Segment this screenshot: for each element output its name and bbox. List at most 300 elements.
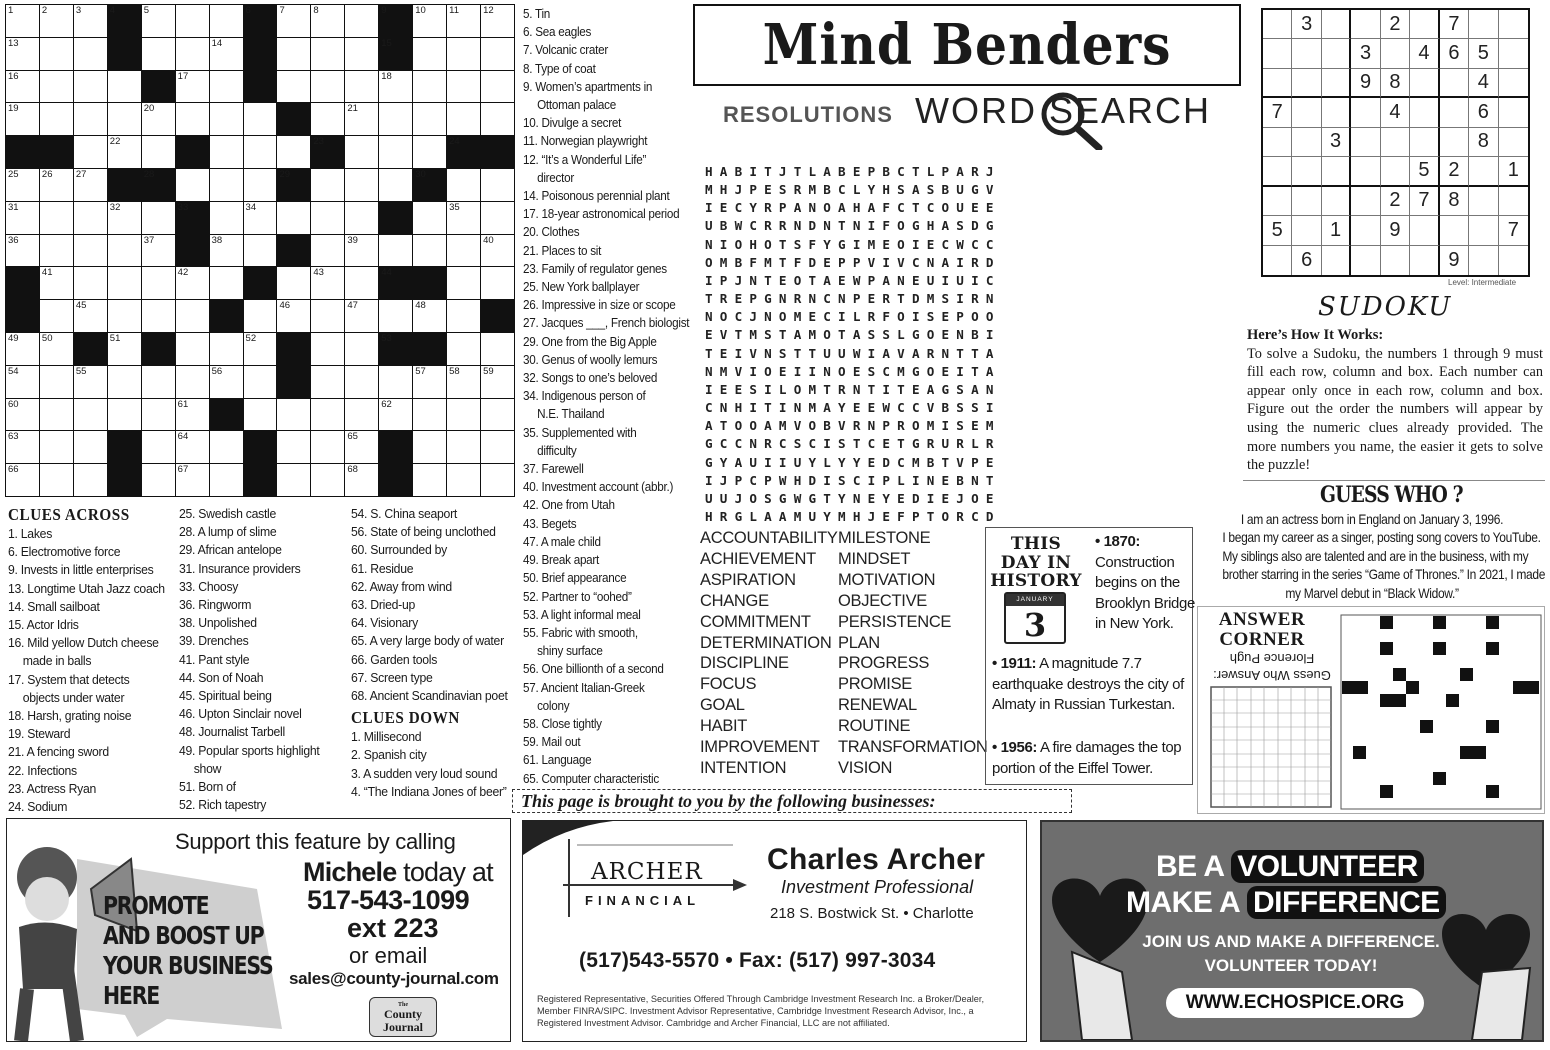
crossword-cell[interactable]: [40, 38, 73, 70]
headline-2: [1126, 886, 1446, 920]
crossword-cell[interactable]: [108, 103, 141, 135]
crossword-cell[interactable]: [244, 366, 277, 398]
crossword-cell[interactable]: [142, 366, 175, 398]
crossword-cell[interactable]: [6, 464, 39, 496]
sudoku-cell[interactable]: 8: [1381, 69, 1410, 98]
sudoku-cell[interactable]: 1: [1322, 216, 1351, 245]
archer-financial-ad[interactable]: [522, 820, 1027, 1042]
crossword-cell[interactable]: [345, 235, 378, 267]
crossword-cell[interactable]: [74, 366, 107, 398]
crossword-cell[interactable]: [244, 235, 277, 267]
crossword-cell[interactable]: [311, 38, 344, 70]
crossword-cell[interactable]: [40, 464, 73, 496]
crossword-cell[interactable]: [277, 5, 310, 37]
sudoku-cell[interactable]: [1499, 10, 1528, 39]
crossword-cell[interactable]: [6, 235, 39, 267]
crossword-cell[interactable]: [447, 399, 480, 431]
logo-word-2: FINANCIAL: [585, 893, 701, 908]
crossword-cell[interactable]: [413, 5, 446, 37]
crossword-cell[interactable]: [74, 103, 107, 135]
crossword-cell[interactable]: [413, 71, 446, 103]
crossword-cell[interactable]: [447, 235, 480, 267]
sudoku-cell[interactable]: [1322, 187, 1351, 216]
advisor-phone[interactable]: (517)543-5570 • Fax: (517) 997-3034: [579, 949, 936, 972]
history-text: A magnitude 7.7 earthquake destroys the city of Almaty in Russian Turkestan.: [992, 655, 1184, 714]
crossword-cell[interactable]: [379, 71, 412, 103]
crossword-cell[interactable]: [74, 71, 107, 103]
crossword-cell[interactable]: [481, 202, 514, 234]
crossword-cell[interactable]: [277, 464, 310, 496]
crossword-cell[interactable]: [345, 136, 378, 168]
crossword-cell[interactable]: [142, 267, 175, 299]
crossword-cell[interactable]: [345, 267, 378, 299]
sudoku-cell[interactable]: [1499, 187, 1528, 216]
clue-list: [8, 525, 165, 816]
sudoku-cell[interactable]: [1263, 128, 1292, 157]
crossword-cell[interactable]: [210, 38, 243, 70]
crossword-cell[interactable]: [40, 169, 73, 201]
crossword-cell[interactable]: [345, 71, 378, 103]
sudoku-cell[interactable]: 7: [1410, 187, 1439, 216]
crossword-cell[interactable]: [108, 333, 141, 365]
crossword-cell[interactable]: [210, 267, 243, 299]
crossword-cell[interactable]: [176, 103, 209, 135]
crossword-cell[interactable]: [379, 169, 412, 201]
sudoku-cell[interactable]: 9: [1381, 216, 1410, 245]
sudoku-cell[interactable]: 4: [1381, 98, 1410, 127]
crossword-cell[interactable]: [413, 300, 446, 332]
sudoku-cell[interactable]: 9: [1440, 246, 1469, 275]
clue-number: 39: [347, 234, 358, 246]
crossword-cell[interactable]: [108, 399, 141, 431]
crossword-cell[interactable]: [142, 235, 175, 267]
crossword-cell[interactable]: [142, 431, 175, 463]
crossword-cell[interactable]: [277, 71, 310, 103]
sudoku-cell[interactable]: 4: [1410, 39, 1439, 68]
sudoku-cell[interactable]: [1351, 10, 1380, 39]
crossword-cell[interactable]: [6, 103, 39, 135]
crossword-cell[interactable]: [108, 235, 141, 267]
crossword-cell[interactable]: [108, 300, 141, 332]
crossword-cell[interactable]: [176, 333, 209, 365]
sudoku-cell[interactable]: [1351, 128, 1380, 157]
crossword-cell[interactable]: [345, 38, 378, 70]
crossword-cell[interactable]: [311, 235, 344, 267]
crossword-cell[interactable]: [277, 267, 310, 299]
sudoku-cell[interactable]: 5: [1263, 216, 1292, 245]
crossword-cell[interactable]: [413, 38, 446, 70]
crossword-cell[interactable]: [311, 399, 344, 431]
crossword-cell[interactable]: [481, 103, 514, 135]
crossword-cell[interactable]: [447, 431, 480, 463]
crossword-block: [6, 267, 39, 299]
sudoku-cell[interactable]: [1469, 187, 1498, 216]
crossword-cell[interactable]: [74, 267, 107, 299]
clue: 8. Type of coat: [523, 60, 596, 76]
crossword-cell[interactable]: [379, 235, 412, 267]
crossword-cell[interactable]: [210, 333, 243, 365]
sudoku-cell[interactable]: [1381, 246, 1410, 275]
sudoku-cell[interactable]: [1322, 39, 1351, 68]
sudoku-cell[interactable]: [1322, 98, 1351, 127]
crossword-cell[interactable]: [210, 169, 243, 201]
crossword-cell[interactable]: [74, 431, 107, 463]
sudoku-cell[interactable]: [1292, 39, 1321, 68]
sudoku-cell[interactable]: [1351, 187, 1380, 216]
crossword-cell[interactable]: [413, 136, 446, 168]
crossword-cell[interactable]: [40, 103, 73, 135]
crossword-cell[interactable]: [74, 399, 107, 431]
sudoku-cell[interactable]: [1469, 157, 1498, 186]
crossword-cell[interactable]: [108, 136, 141, 168]
crossword-block: [244, 38, 277, 70]
clue-number: 29: [279, 168, 291, 180]
crossword-cell[interactable]: [277, 399, 310, 431]
crossword-block: [244, 71, 277, 103]
crossword-cell[interactable]: [447, 300, 480, 332]
crossword-cell[interactable]: [447, 464, 480, 496]
sudoku-cell[interactable]: 2: [1381, 10, 1410, 39]
crossword-cell[interactable]: [447, 267, 480, 299]
crossword-cell[interactable]: [447, 333, 480, 365]
sudoku-cell[interactable]: [1263, 69, 1292, 98]
crossword-cell[interactable]: [40, 333, 73, 365]
journal-ad[interactable]: [6, 818, 511, 1042]
crossword-cell[interactable]: [176, 399, 209, 431]
crossword-cell[interactable]: [481, 169, 514, 201]
crossword-cell[interactable]: [6, 5, 39, 37]
crossword-cell[interactable]: [40, 5, 73, 37]
crossword-cell[interactable]: [74, 169, 107, 201]
crossword-cell[interactable]: [108, 202, 141, 234]
crossword-cell[interactable]: [447, 169, 480, 201]
sudoku-cell[interactable]: 1: [1499, 157, 1528, 186]
sudoku-cell[interactable]: [1263, 10, 1292, 39]
crossword-cell[interactable]: [345, 366, 378, 398]
crossword-cell[interactable]: [244, 399, 277, 431]
crossword-cell[interactable]: [142, 399, 175, 431]
crossword-cell[interactable]: [481, 399, 514, 431]
crossword-cell[interactable]: [176, 5, 209, 37]
crossword-cell[interactable]: [311, 202, 344, 234]
sudoku-cell[interactable]: [1469, 246, 1498, 275]
crossword-cell[interactable]: [481, 267, 514, 299]
crossword-cell[interactable]: [311, 300, 344, 332]
crossword-cell[interactable]: [210, 71, 243, 103]
sudoku-cell[interactable]: 8: [1440, 187, 1469, 216]
crossword-cell[interactable]: [210, 235, 243, 267]
sudoku-cell[interactable]: [1440, 216, 1469, 245]
crossword-cell[interactable]: [311, 333, 344, 365]
sudoku-cell[interactable]: 7: [1263, 98, 1292, 127]
crossword-cell[interactable]: [447, 71, 480, 103]
crossword-cell[interactable]: [379, 300, 412, 332]
crossword-cell[interactable]: [142, 38, 175, 70]
crossword-cell[interactable]: [345, 431, 378, 463]
crossword-block: [277, 366, 310, 398]
sudoku-cell[interactable]: [1351, 216, 1380, 245]
crossword-cell[interactable]: [413, 235, 446, 267]
clue-number: 15: [381, 37, 392, 49]
ad-phone[interactable]: 517-543-1099: [307, 885, 470, 915]
crossword-cell[interactable]: [345, 5, 378, 37]
crossword-cell[interactable]: [210, 202, 243, 234]
clue: 43. Begets: [523, 515, 577, 531]
crossword-cell[interactable]: [40, 71, 73, 103]
sudoku-cell[interactable]: [1292, 157, 1321, 186]
crossword-cell[interactable]: [40, 399, 73, 431]
crossword-cell[interactable]: [447, 202, 480, 234]
crossword-cell[interactable]: [210, 103, 243, 135]
crossword-cell[interactable]: [379, 136, 412, 168]
crossword-cell[interactable]: [210, 366, 243, 398]
ad-email[interactable]: sales@county-journal.com: [289, 969, 499, 988]
sudoku-cell[interactable]: 9: [1351, 69, 1380, 98]
crossword-cell[interactable]: [6, 71, 39, 103]
crossword-cell[interactable]: [74, 300, 107, 332]
sudoku-cell[interactable]: [1292, 187, 1321, 216]
crossword-cell[interactable]: [74, 38, 107, 70]
crossword-cell[interactable]: [6, 333, 39, 365]
sudoku-cell[interactable]: [1440, 128, 1469, 157]
word-list-item: IMPROVEMENT: [700, 738, 820, 757]
crossword-cell[interactable]: [74, 464, 107, 496]
crossword-cell[interactable]: [40, 267, 73, 299]
crossword-cell[interactable]: [413, 103, 446, 135]
crossword-cell[interactable]: [244, 169, 277, 201]
crossword-cell[interactable]: [481, 71, 514, 103]
crossword-cell[interactable]: [176, 366, 209, 398]
clue: 65. A very large body of water: [351, 633, 504, 649]
sudoku-cell[interactable]: 8: [1469, 128, 1498, 157]
sudoku-cell[interactable]: 5: [1469, 39, 1498, 68]
sudoku-cell[interactable]: [1322, 10, 1351, 39]
sudoku-cell[interactable]: [1292, 98, 1321, 127]
crossword-cell[interactable]: [74, 136, 107, 168]
crossword-cell[interactable]: [244, 300, 277, 332]
sudoku-cell[interactable]: [1469, 10, 1498, 39]
crossword-cell[interactable]: [6, 38, 39, 70]
crossword-cell[interactable]: [413, 464, 446, 496]
crossword-cell[interactable]: [345, 333, 378, 365]
crossword-cell[interactable]: [6, 431, 39, 463]
sudoku-cell[interactable]: [1322, 69, 1351, 98]
sudoku-cell[interactable]: [1322, 246, 1351, 275]
crossword-block: [244, 5, 277, 37]
clue-list: [351, 505, 508, 705]
crossword-cell[interactable]: [40, 431, 73, 463]
clue: 29. One from the Big Apple: [523, 333, 657, 349]
crossword-cell[interactable]: [108, 267, 141, 299]
crossword-cell[interactable]: [40, 300, 73, 332]
sudoku-cell[interactable]: 7: [1440, 10, 1469, 39]
sudoku-cell[interactable]: [1410, 216, 1439, 245]
sudoku-cell[interactable]: [1381, 39, 1410, 68]
crossword-cell[interactable]: [244, 136, 277, 168]
sudoku-cell[interactable]: 3: [1292, 10, 1321, 39]
sudoku-cell[interactable]: [1499, 39, 1528, 68]
crossword-cell[interactable]: [345, 300, 378, 332]
crossword-cell[interactable]: [176, 267, 209, 299]
crossword-cell[interactable]: [379, 399, 412, 431]
sudoku-cell[interactable]: [1440, 98, 1469, 127]
crossword-cell[interactable]: [142, 103, 175, 135]
clue: 38. Unpolished: [179, 615, 257, 631]
crossword-cell[interactable]: [481, 464, 514, 496]
sudoku-cell[interactable]: 3: [1351, 39, 1380, 68]
sudoku-cell[interactable]: [1292, 128, 1321, 157]
crossword-cell[interactable]: [6, 169, 39, 201]
crossword-cell[interactable]: [345, 399, 378, 431]
sudoku-cell[interactable]: [1263, 157, 1292, 186]
sudoku-cell[interactable]: [1322, 157, 1351, 186]
clue-number: 31: [8, 201, 19, 213]
crossword-cell[interactable]: [176, 38, 209, 70]
sudoku-cell[interactable]: [1410, 10, 1439, 39]
crossword-cell[interactable]: [277, 431, 310, 463]
sudoku-cell[interactable]: [1263, 246, 1292, 275]
crossword-cell[interactable]: [277, 38, 310, 70]
crossword-cell[interactable]: [176, 71, 209, 103]
crossword-cell[interactable]: [40, 366, 73, 398]
sudoku-cell[interactable]: [1351, 246, 1380, 275]
logo-line: Journal: [382, 1020, 423, 1034]
crossword-cell[interactable]: [6, 399, 39, 431]
crossword-cell[interactable]: [176, 300, 209, 332]
sudoku-cell[interactable]: 4: [1469, 69, 1498, 98]
crossword-cell[interactable]: [210, 5, 243, 37]
crossword-cell[interactable]: [108, 366, 141, 398]
crossword-cell[interactable]: [142, 136, 175, 168]
crossword-cell[interactable]: [108, 71, 141, 103]
crossword-cell[interactable]: [277, 202, 310, 234]
crossword-cell[interactable]: [311, 267, 344, 299]
sudoku-cell[interactable]: 2: [1440, 157, 1469, 186]
sudoku-cell[interactable]: [1440, 69, 1469, 98]
crossword-cell[interactable]: [6, 202, 39, 234]
sudoku-cell[interactable]: [1292, 69, 1321, 98]
crossword-cell[interactable]: [244, 333, 277, 365]
sudoku-cell[interactable]: [1351, 98, 1380, 127]
clue-number: 53: [381, 332, 392, 344]
crossword-cell[interactable]: [413, 431, 446, 463]
crossword-cell[interactable]: [74, 235, 107, 267]
crossword-cell[interactable]: [142, 5, 175, 37]
crossword-cell[interactable]: [481, 38, 514, 70]
crossword-cell[interactable]: [311, 169, 344, 201]
sudoku-cell[interactable]: [1499, 128, 1528, 157]
crossword-cell[interactable]: [311, 103, 344, 135]
sudoku-cell[interactable]: [1263, 39, 1292, 68]
word-search-grid: HABITJTLABEPBCTLPARJ MHJPESRMBCLYHSASBUGV IECYRPANOAHAFCTCOUEE UBWCRRNDNTNIFOGHASDG NIOHOTSFYGIMEOIECWCC OMBFMTFDEPPVIVCNAIRD IPJNTEOTAEWPANEUIUIC TREPGNRNCNPERTDMSIRN NOCJNOMECILRFOISEPOO EVTMSTAMOTASSLGOENBI TEIVNSTTUUWIAVARNTTA NMVIOEIINOESCMGOEITA IEESILOMTRNTITEAGSAN CNHITINMAYEEWCCVBSSI ATOOAMVOBVRNPROMISEM GCCNRCSCISTCETGRURLR GYAUIIUYLYYEDCMBTVPE IJPCPWHDISCIPLINEBNT UUJOSGWGTYNEYEDIEJOE HRGLAAMUYMHJEFPTORCD: [705, 164, 1001, 524]
crossword-cell[interactable]: [481, 431, 514, 463]
crossword-cell[interactable]: [142, 300, 175, 332]
clue-number: 40: [483, 234, 494, 246]
crossword-cell[interactable]: [447, 38, 480, 70]
sudoku-cell[interactable]: 7: [1499, 216, 1528, 245]
crossword-cell[interactable]: [345, 169, 378, 201]
crossword-cell[interactable]: [40, 235, 73, 267]
sudoku-cell[interactable]: [1292, 216, 1321, 245]
sudoku-cell[interactable]: [1499, 98, 1528, 127]
crossword-cell[interactable]: [481, 5, 514, 37]
crossword-cell[interactable]: [210, 136, 243, 168]
crossword-cell[interactable]: [311, 71, 344, 103]
crossword-cell[interactable]: [142, 464, 175, 496]
crossword-cell[interactable]: [311, 5, 344, 37]
crossword-cell[interactable]: [413, 366, 446, 398]
sudoku-instructions: [1247, 326, 1543, 475]
crossword-cell[interactable]: [481, 235, 514, 267]
crossword-cell[interactable]: [311, 366, 344, 398]
crossword-cell[interactable]: [244, 103, 277, 135]
volunteer-url[interactable]: WWW.ECHOSPICE.ORG: [1166, 988, 1424, 1018]
sudoku-cell[interactable]: [1469, 216, 1498, 245]
sudoku-cell[interactable]: [1263, 187, 1292, 216]
sudoku-cell[interactable]: [1381, 128, 1410, 157]
crossword-cell[interactable]: [413, 399, 446, 431]
sudoku-cell[interactable]: 6: [1440, 39, 1469, 68]
crossword-cell[interactable]: [74, 202, 107, 234]
sudoku-cell[interactable]: [1381, 157, 1410, 186]
crossword-cell[interactable]: [379, 366, 412, 398]
sudoku-cell[interactable]: [1499, 246, 1528, 275]
sudoku-cell[interactable]: 2: [1381, 187, 1410, 216]
crossword-cell[interactable]: [413, 202, 446, 234]
sudoku-cell[interactable]: [1499, 69, 1528, 98]
crossword-cell[interactable]: [481, 333, 514, 365]
crossword-cell[interactable]: [210, 464, 243, 496]
crossword-cell[interactable]: [447, 103, 480, 135]
crossword-cell[interactable]: [176, 169, 209, 201]
crossword-cell[interactable]: [210, 431, 243, 463]
sudoku-cell[interactable]: 5: [1410, 157, 1439, 186]
sudoku-cell[interactable]: [1410, 246, 1439, 275]
crossword-cell[interactable]: [176, 431, 209, 463]
crossword-cell[interactable]: [345, 103, 378, 135]
sudoku-cell[interactable]: 6: [1292, 246, 1321, 275]
crossword-cell[interactable]: [74, 5, 107, 37]
sudoku-cell[interactable]: 6: [1469, 98, 1498, 127]
sudoku-cell[interactable]: [1410, 69, 1439, 98]
history-year: • 1911:: [992, 655, 1037, 672]
crossword-cell[interactable]: [481, 366, 514, 398]
crossword-cell[interactable]: [447, 5, 480, 37]
sudoku-cell[interactable]: 3: [1322, 128, 1351, 157]
crossword-cell[interactable]: [176, 464, 209, 496]
crossword-cell[interactable]: [142, 202, 175, 234]
crossword-cell[interactable]: [277, 136, 310, 168]
crossword-cell[interactable]: [311, 464, 344, 496]
volunteer-ad[interactable]: [1040, 820, 1544, 1042]
sudoku-cell[interactable]: [1410, 128, 1439, 157]
crossword-cell[interactable]: [311, 431, 344, 463]
crossword-cell[interactable]: [447, 366, 480, 398]
crossword-cell[interactable]: [345, 464, 378, 496]
crossword-cell[interactable]: [244, 202, 277, 234]
sudoku-cell[interactable]: [1351, 157, 1380, 186]
crossword-cell[interactable]: [277, 300, 310, 332]
clue-number: 10: [415, 5, 426, 16]
clue: 44. Son of Noah: [179, 669, 264, 685]
crossword-cell[interactable]: [6, 366, 39, 398]
guess-who-line: I began my career as a singer, posting song covers to YouTube.: [1222, 529, 1541, 546]
sudoku-cell[interactable]: [1410, 98, 1439, 127]
crossword-cell[interactable]: [379, 103, 412, 135]
crossword-cell[interactable]: [345, 202, 378, 234]
clue: 25. New York ballplayer: [523, 279, 640, 295]
crossword-cell[interactable]: [40, 202, 73, 234]
